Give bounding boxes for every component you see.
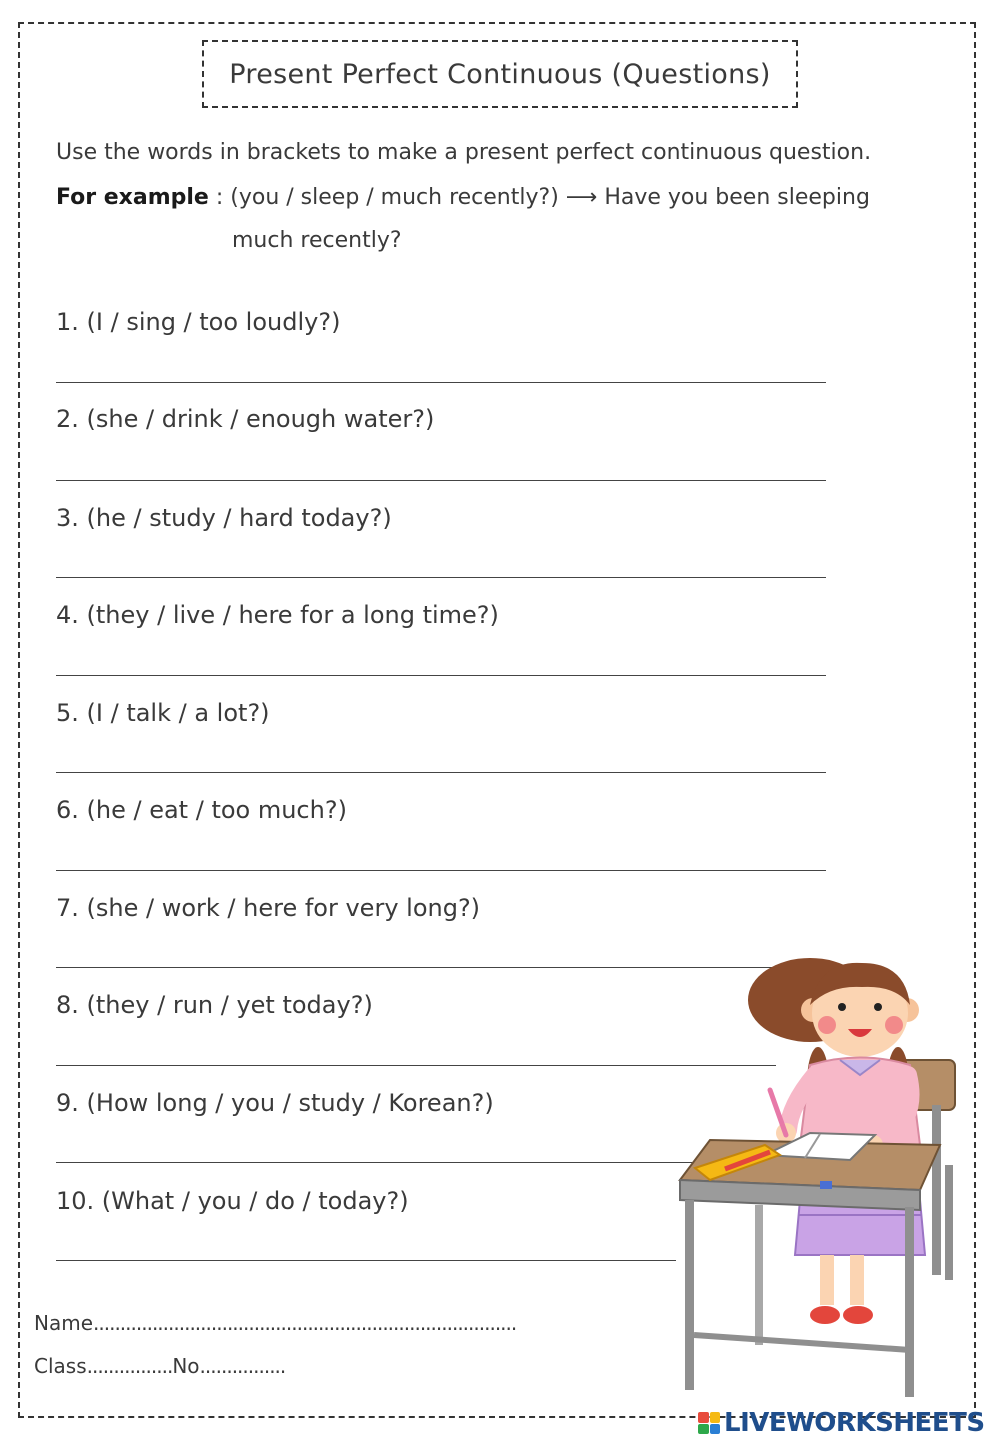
class-dots: ................ (86, 1354, 173, 1378)
answer-line-6[interactable] (56, 870, 826, 871)
example-colon: : (208, 185, 231, 210)
girl-at-desk-illustration (670, 955, 970, 1405)
question-7: 7. (she / work / here for very long?) (56, 894, 481, 922)
answer-line-5[interactable] (56, 772, 826, 773)
class-label: Class (34, 1354, 87, 1378)
answer-line-3[interactable] (56, 577, 826, 578)
no-label: No (172, 1354, 200, 1378)
answer-line-10[interactable] (56, 1260, 676, 1261)
arrow-icon: ⟶ (558, 185, 605, 210)
class-no-field[interactable] (34, 1353, 285, 1379)
question-8: 8. (they / run / yet today?) (56, 991, 373, 1019)
answer-line-2[interactable] (56, 480, 826, 481)
question-9: 9. (How long / you / study / Korean?) (56, 1089, 494, 1117)
name-dots: ............................................................................... (93, 1311, 517, 1335)
worksheet-title (202, 40, 798, 108)
answer-line-1[interactable] (56, 382, 826, 383)
example-answer: Have you been sleeping (604, 185, 870, 210)
example-line (56, 183, 951, 213)
answer-line-8[interactable] (56, 1065, 776, 1066)
title-text: Present Perfect Continuous (Questions) (229, 58, 771, 90)
answer-line-4[interactable] (56, 675, 826, 676)
answer-line-9[interactable] (56, 1162, 716, 1163)
name-label: Name (34, 1311, 94, 1335)
example-label: For example (56, 185, 209, 210)
question-4: 4. (they / live / here for a long time?) (56, 601, 499, 629)
liveworksheets-logo (698, 1406, 985, 1440)
instruction-text: Use the words in brackets to make a present perfect continuous question. (56, 140, 872, 165)
question-1: 1. (I / sing / too loudly?) (56, 308, 341, 336)
question-5: 5. (I / talk / a lot?) (56, 699, 270, 727)
question-2: 2. (she / drink / enough water?) (56, 405, 435, 433)
example-prompt: (you / sleep / much recently?) (230, 185, 559, 210)
logo-icon (698, 1412, 720, 1434)
question-6: 6. (he / eat / too much?) (56, 796, 347, 824)
no-dots: ................ (199, 1354, 286, 1378)
logo-text: LIVEWORKSHEETS (724, 1408, 985, 1438)
answer-line-7[interactable] (56, 967, 776, 968)
question-3: 3. (he / study / hard today?) (56, 504, 392, 532)
question-10: 10. (What / you / do / today?) (56, 1187, 409, 1215)
example-answer-continued: much recently? (232, 228, 402, 253)
name-field[interactable] (34, 1310, 516, 1336)
